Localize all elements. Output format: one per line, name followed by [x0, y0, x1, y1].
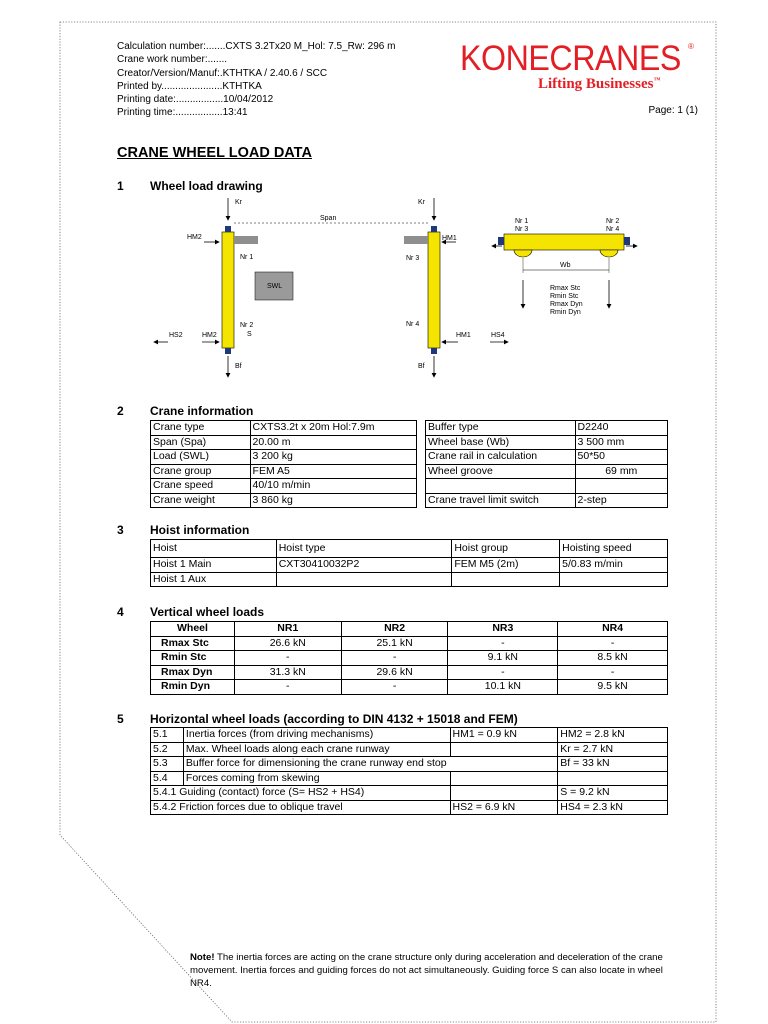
rmin-stc-label: Rmin Stc	[550, 293, 579, 300]
nr3-label: Nr 3	[406, 255, 420, 262]
right-girder	[404, 236, 428, 244]
table-cell: -	[341, 651, 448, 666]
section-number: 4	[117, 605, 124, 619]
table-cell: Rmin Dyn	[151, 680, 235, 695]
row-5-4-2: 5.4.2 Friction forces due to oblique travel	[151, 800, 451, 815]
table-cell: 3 860 kg	[250, 493, 416, 508]
section-number: 2	[117, 404, 124, 418]
table-cell: Bf = 33 kN	[558, 757, 668, 772]
table-cell: 5.1	[151, 728, 184, 743]
table-row	[151, 800, 668, 815]
table-cell: Buffer type	[426, 421, 576, 436]
side-nr1-label: Nr 1	[515, 218, 529, 225]
table-cell	[450, 742, 558, 757]
table-cell: Load (SWL)	[151, 450, 251, 465]
table-cell	[276, 572, 452, 587]
table-cell: -	[234, 651, 341, 666]
table-cell: 50*50	[575, 450, 667, 465]
logo-tagline: Lifting Businesses™	[538, 76, 661, 92]
table-row	[151, 786, 668, 801]
document-title: CRANE WHEEL LOAD DATA	[117, 145, 312, 161]
table-cell: Kr = 2.7 kN	[558, 742, 668, 757]
table-cell: Crane rail in calculation	[426, 450, 576, 465]
vertical-wheel-loads-table	[150, 621, 668, 695]
table-cell: NR2	[341, 622, 448, 637]
table-row	[151, 636, 668, 651]
rmin-dyn-label: Rmin Dyn	[550, 309, 581, 316]
table-cell: Max. Wheel loads along each crane runway	[183, 742, 450, 757]
table-row	[151, 540, 668, 558]
table-cell: 5.4.1 Guiding (contact) force (S= HS2 + HS4)	[151, 786, 451, 801]
table-cell: HS2 = 6.9 kN	[450, 800, 558, 815]
table-cell: HM2 = 2.8 kN	[558, 728, 668, 743]
table-cell: Rmax Stc	[151, 636, 235, 651]
bf-label-right: Bf	[418, 363, 425, 370]
hm2-label-top: HM2	[187, 234, 202, 241]
hm2-label-bottom: HM2	[202, 332, 217, 339]
table-cell: NR1	[234, 622, 341, 637]
side-wheel-left	[514, 250, 532, 257]
table-cell: 2-step	[575, 493, 667, 508]
table-row	[151, 464, 417, 479]
meta-line: Creator/Version/Manuf:.KTHTKA / 2.40.6 / SCC	[117, 67, 328, 79]
nr1-label: Nr 1	[240, 254, 254, 261]
table-cell: 69 mm	[575, 464, 667, 479]
logo-wordmark: KONECRANES	[460, 39, 681, 78]
table-cell: 3 200 kg	[250, 450, 416, 465]
bf-label-left: Bf	[235, 363, 242, 370]
section-title: Wheel load drawing	[150, 179, 263, 193]
table-cell: Hoist group	[452, 540, 560, 558]
table-cell: Crane travel limit switch	[426, 493, 576, 508]
table-cell: Forces coming from skewing	[183, 771, 450, 786]
table-cell: S = 9.2 kN	[558, 786, 668, 801]
table-cell	[452, 572, 560, 587]
table-cell: 10.1 kN	[448, 680, 558, 695]
table-cell: CXTS3.2t x 20m Hol:7.9m	[250, 421, 416, 436]
table-cell: 5.4	[151, 771, 184, 786]
table-cell: Rmin Stc	[151, 651, 235, 666]
table-cell: Hoist type	[276, 540, 452, 558]
table-cell	[450, 771, 558, 786]
rmax-stc-label: Rmax Stc	[550, 285, 581, 292]
table-cell: CXT30410032P2	[276, 558, 452, 573]
table-cell: 9.5 kN	[558, 680, 668, 695]
meta-line: Crane work number:.......	[117, 54, 228, 66]
table-cell: NR4	[558, 622, 668, 637]
table-row	[151, 742, 668, 757]
table-cell: Hoist 1 Main	[151, 558, 277, 573]
table-cell: 31.3 kN	[234, 665, 341, 680]
table-row	[151, 493, 417, 508]
table-row	[151, 558, 668, 573]
table-cell	[560, 572, 668, 587]
hm1-label-top: HM1	[442, 235, 457, 242]
table-cell: Span (Spa)	[151, 435, 251, 450]
table-row	[151, 680, 668, 695]
side-end-carriage	[504, 234, 624, 250]
side-nr4-label: Nr 4	[606, 226, 620, 233]
section-title: Crane information	[150, 404, 254, 418]
table-cell: NR3	[448, 622, 558, 637]
meta-line: Calculation number:.......CXTS 3.2Tx20 M_Hol: 7.5_Rw: 296 m	[117, 41, 396, 52]
table-cell: Hoist 1 Aux	[151, 572, 277, 587]
table-cell: Hoist	[151, 540, 277, 558]
table-row	[426, 450, 668, 465]
crane-info-right-table	[425, 420, 668, 508]
table-cell	[450, 786, 558, 801]
note-text	[190, 951, 670, 990]
hoist-info-table	[150, 539, 668, 587]
konecranes-logo	[460, 40, 700, 100]
table-cell: 8.5 kN	[558, 651, 668, 666]
table-cell: Crane weight	[151, 493, 251, 508]
table-cell: 40/10 m/min	[250, 479, 416, 494]
table-cell	[426, 479, 576, 494]
wheel-nr3	[431, 226, 437, 232]
table-cell: Crane group	[151, 464, 251, 479]
table-cell: HS4 = 2.3 kN	[558, 800, 668, 815]
span-label: Span	[320, 215, 337, 222]
section-number: 5	[117, 712, 124, 726]
logo-registered-mark: ®	[688, 42, 694, 51]
table-row	[151, 479, 417, 494]
hs2-label: HS2	[169, 332, 183, 339]
section-title: Vertical wheel loads	[150, 605, 265, 619]
wb-label: Wb	[560, 262, 571, 269]
table-cell: 3 500 mm	[575, 435, 667, 450]
table-cell: FEM A5	[250, 464, 416, 479]
table-cell: 5.2	[151, 742, 184, 757]
table-cell	[558, 771, 668, 786]
wheel-load-drawing	[0, 190, 768, 380]
page-number: Page: 1 (1)	[648, 105, 698, 116]
rmax-dyn-label: Rmax Dyn	[550, 301, 583, 308]
table-cell: -	[558, 636, 668, 651]
table-row	[151, 651, 668, 666]
table-cell: FEM M5 (2m)	[452, 558, 560, 573]
table-row	[151, 771, 668, 786]
left-girder	[234, 236, 258, 244]
table-row	[151, 450, 417, 465]
swl-label: SWL	[267, 283, 283, 290]
table-row	[426, 464, 668, 479]
table-row	[426, 479, 668, 494]
note-label: Note!	[190, 952, 215, 963]
table-cell: 25.1 kN	[341, 636, 448, 651]
table-cell: D2240	[575, 421, 667, 436]
right-end-carriage	[428, 232, 440, 348]
table-cell: Wheel groove	[426, 464, 576, 479]
table-row	[151, 728, 668, 743]
kr-label-right: Kr	[418, 199, 425, 206]
left-end-carriage	[222, 232, 234, 348]
section-title: Horizontal wheel loads (according to DIN 4132 + 15018 and FEM)	[150, 712, 518, 726]
table-cell: -	[558, 665, 668, 680]
table-cell: 5.3	[151, 757, 184, 772]
table-row	[151, 572, 668, 587]
table-cell: Wheel	[151, 622, 235, 637]
crane-info-left-table	[150, 420, 417, 508]
side-nr2-label: Nr 2	[606, 218, 620, 225]
table-cell: HM1 = 0.9 kN	[450, 728, 558, 743]
table-cell: Crane type	[151, 421, 251, 436]
table-cell: Wheel base (Wb)	[426, 435, 576, 450]
table-cell: 5/0.83 m/min	[560, 558, 668, 573]
meta-line: Printing date:.................10/04/2012	[117, 94, 274, 106]
table-row	[151, 421, 417, 436]
table-cell: Hoisting speed	[560, 540, 668, 558]
table-row	[426, 421, 668, 436]
calculation-metadata	[117, 40, 395, 120]
table-cell: -	[234, 680, 341, 695]
table-cell: 26.6 kN	[234, 636, 341, 651]
wheel-nr4	[431, 348, 437, 354]
table-cell: Buffer force for dimensioning the crane runway end stop	[183, 757, 557, 772]
s-label: S	[247, 331, 252, 338]
meta-line: Printed by......................KTHTKA	[117, 80, 262, 92]
kr-label-left: Kr	[235, 199, 242, 206]
table-row	[426, 493, 668, 508]
wheel-nr2	[225, 348, 231, 354]
note-body: The inertia forces are acting on the crane structure only during acceleration and deceleration of the crane movement. Inertia forces and guiding forces do not act simultaneously. Guiding force S can also locate in wheel NR4.	[190, 952, 663, 989]
hm1-label-bottom: HM1	[456, 332, 471, 339]
table-cell: 29.6 kN	[341, 665, 448, 680]
section-number: 1	[117, 179, 124, 193]
table-cell: Inertia forces (from driving mechanisms)	[183, 728, 450, 743]
horizontal-wheel-loads-table	[150, 727, 668, 815]
table-cell: Rmax Dyn	[151, 665, 235, 680]
section-title: Hoist information	[150, 523, 250, 537]
table-row	[151, 435, 417, 450]
side-nr3-label: Nr 3	[515, 226, 529, 233]
table-cell	[575, 479, 667, 494]
hs4-label: HS4	[491, 332, 505, 339]
table-cell: 9.1 kN	[448, 651, 558, 666]
table-row	[151, 622, 668, 637]
table-row	[151, 665, 668, 680]
table-row	[426, 435, 668, 450]
table-cell: -	[341, 680, 448, 695]
table-cell: 20.00 m	[250, 435, 416, 450]
side-wheel-right	[600, 250, 618, 257]
wheel-nr1	[225, 226, 231, 232]
nr4-label: Nr 4	[406, 321, 420, 328]
table-row	[151, 757, 668, 772]
section-number: 3	[117, 523, 124, 537]
table-cell: -	[448, 665, 558, 680]
meta-line: Printing time:.................13:41	[117, 107, 248, 119]
table-cell: Crane speed	[151, 479, 251, 494]
nr2-label: Nr 2	[240, 322, 254, 329]
table-cell: -	[448, 636, 558, 651]
